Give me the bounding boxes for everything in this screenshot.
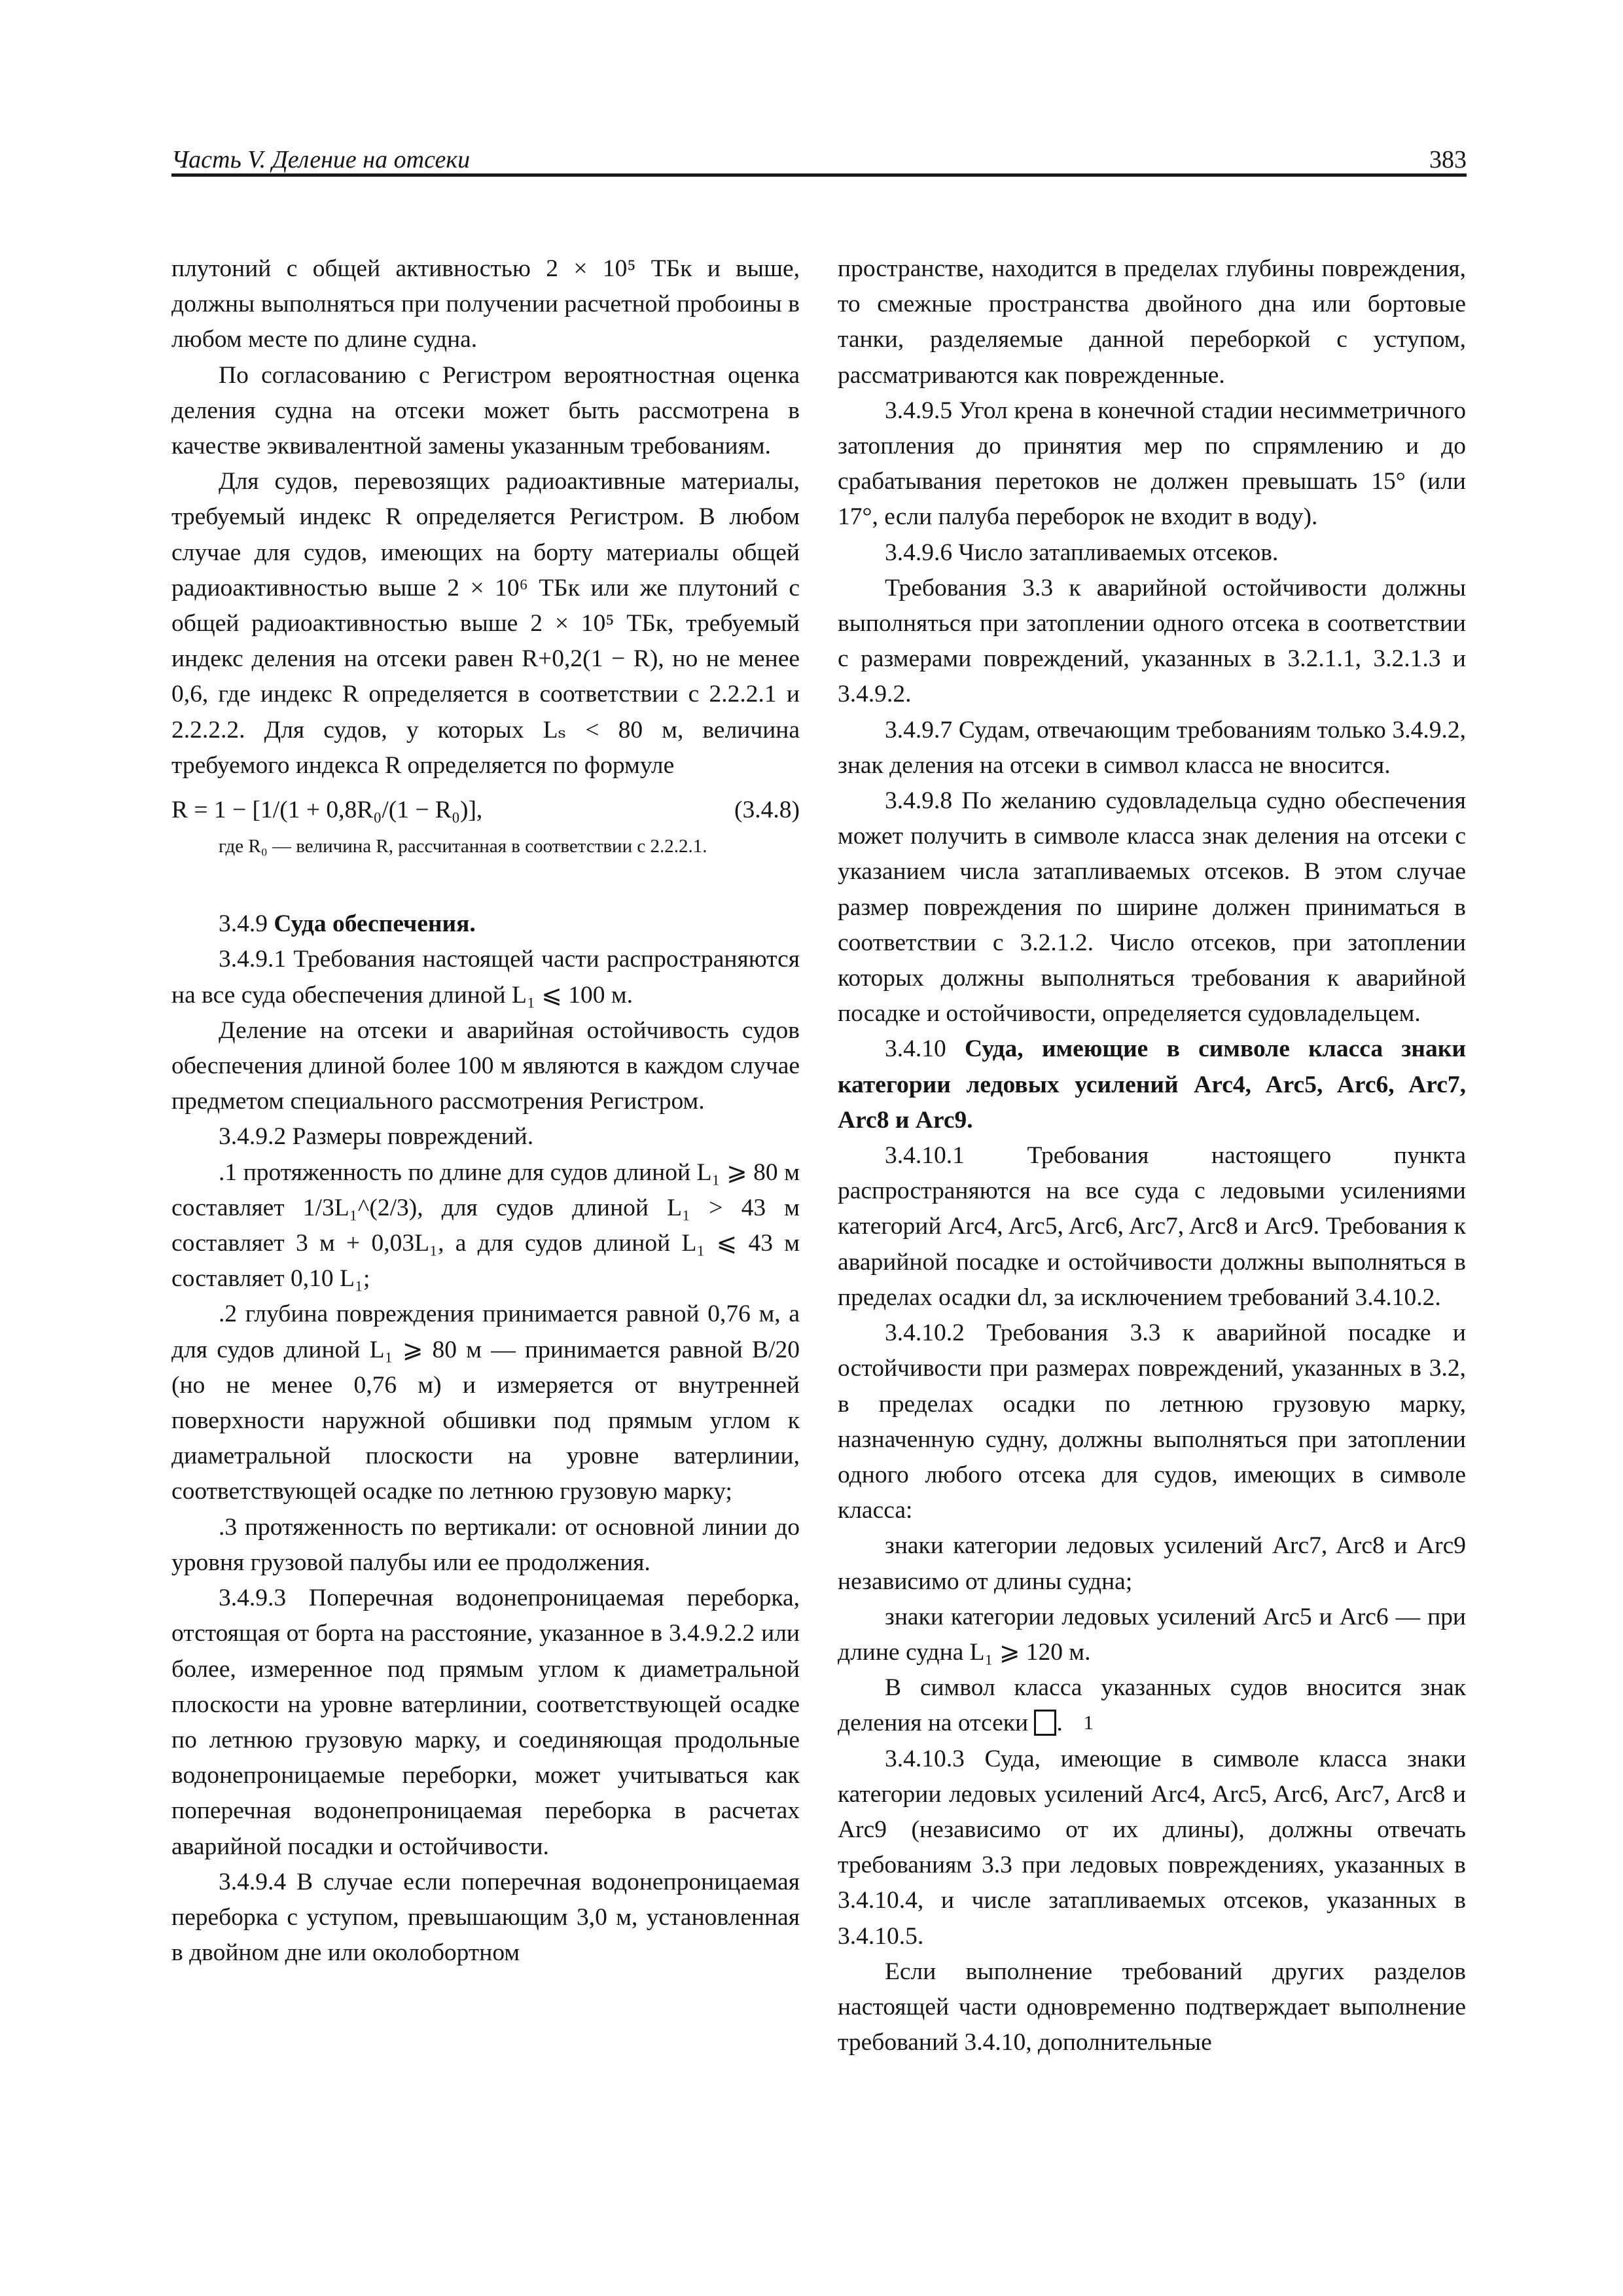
paragraph: Деление на отсеки и аварийная остойчивость судов обеспечения длиной более 100 м являются в каждом случае предметом специального рассмотрения Регистром.	[171, 1016, 800, 1115]
section-heading-3-4-10	[838, 1031, 1466, 1138]
paragraph: 3.4.9.6 Число затапливаемых отсеков.	[885, 539, 1279, 566]
paragraph: 3.4.9.7 Судам, отвечающим требованиям только 3.4.9.2, знак деления на отсеки в символ класса не вносится.	[838, 716, 1466, 779]
paragraph: Если выполнение требований других разделов настоящей части одновременно подтверждает выполнение требований 3.4.10, дополнительные	[838, 1958, 1466, 2056]
page-header	[171, 145, 1467, 177]
list-item: .2 глубина повреждения принимается равной 0,76 м, а для судов длиной L₁ ⩾ 80 м — принимается равной B/20 (но не менее 0,76 м) и измеряется от внутренней поверхности наружной обшивки под прямым углом к диаметральной плоскости на уровне ватерлинии, соответствующей осадке по летнюю грузовую марку;	[171, 1300, 800, 1505]
paragraph: пространстве, находится в пределах глубины повреждения, то смежные пространства двойного дна или бортовые танки, разделяемые данной переборкой с уступом, рассматриваются как поврежденные.	[838, 255, 1466, 389]
list-item: .3 протяженность по вертикали: от основной линии до уровня грузовой палубы или ее продолжения.	[171, 1513, 800, 1576]
paragraph: знаки категории ледовых усилений Arc5 и Arc6 — при длине судна L₁ ⩾ 120 м.	[838, 1603, 1466, 1666]
running-title: Часть V. Деление на отсеки	[171, 146, 471, 173]
formula-number: (3.4.8)	[734, 797, 800, 824]
paragraph: В символ класса указанных судов вносится знак деления на отсеки 1.	[838, 1674, 1466, 1737]
paragraph: Требования 3.3 к аварийной остойчивости должны выполняться при затоплении одного отсека в соответствии с размерами повреждений, указанных в 3.2.1.1, 3.2.1.3 и 3.4.9.2.	[838, 574, 1466, 708]
paragraph: Для судов, перевозящих радиоактивные материалы, требуемый индекс R определяется Регистром. В любом случае для судов, имеющих на борту материалы общей радиоактивностью выше 2 × 10⁶ ТБк или же плутоний с общей радиоактивностью выше 2 × 10⁵ ТБк, требуемый индекс деления на отсеки равен R+0,2(1 − R), но не менее 0,6, где индекс R определяется в соответствии с 2.2.2.1 и 2.2.2.2. Для судов, у которых Lₛ < 80 м, величина требуемого индекса R определяется по формуле	[171, 468, 800, 779]
right-column	[838, 251, 1466, 2060]
formula-note: где R₀ — величина R, рассчитанная в соответствии с 2.2.2.1.	[219, 836, 707, 857]
paragraph: 3.4.9.4 В случае если поперечная водонепроницаемая переборка с уступом, превышающим 3,0 м, установленная в двойном дне или околобортном	[171, 1868, 800, 1967]
paragraph: 3.4.9.8 По желанию судовладельца судно обеспечения может получить в символе класса знак деления на отсеки с указанием числа затапливаемых отсеков. В этом случае размер повреждения по ширине должен приниматься в соответствии с 3.2.1.2. Число отсеков, при затоплении которых должны выполняться требования к аварийной посадке и остойчивости, определяется судовладельцем.	[838, 787, 1466, 1028]
paragraph: 3.4.9.2 Размеры повреждений.	[219, 1123, 534, 1151]
section-title: Суда обеспечения.	[274, 910, 476, 938]
section-number: 3.4.9	[219, 910, 268, 938]
paragraph: По согласованию с Регистром вероятностная оценка деления судна на отсеки может быть рассмотрена в качестве эквивалентной замены указанным требованиям.	[171, 361, 800, 460]
paragraph: плутоний с общей активностью 2 × 10⁵ ТБк и выше, должны выполняться при получении расчетной пробоины в любом месте по длине судна.	[171, 255, 800, 353]
paragraph: 3.4.9.3 Поперечная водонепроницаемая переборка, отстоящая от борта на расстояние, указанное в 3.4.9.2.2 или более, измеренное под прямым углом к диаметральной плоскости на уровне ватерлинии, соответствующей осадке по летнюю грузовую марку, и соединяющая продольные водонепроницаемые переборки, может учитываться как поперечная водонепроницаемая переборка в расчетах аварийной посадки и остойчивости.	[171, 1585, 800, 1860]
list-item: .1 протяженность по длине для судов длиной L₁ ⩾ 80 м составляет 1/3L₁^(2/3), для судов длиной L₁ > 43 м составляет 3 м + 0,03L₁, а для судов длиной L₁ ⩽ 43 м составляет 0,10 L₁;	[171, 1158, 800, 1293]
paragraph: 3.4.10.3 Суда, имеющие в символе класса знаки категории ледовых усилений Arc4, Arc5, Arc6, Arc7, Arc8 и Arc9 (независимо от их длины), должны отвечать требованиям 3.3 при ледовых повреждениях, указанных в 3.4.10.4, и числе затапливаемых отсеков, указанных в 3.4.10.5.	[838, 1745, 1466, 1950]
formula-3-4-8	[171, 793, 800, 828]
paragraph: 3.4.10.1 Требования настоящего пункта распространяются на все суда с ледовыми усилениями категорий Arc4, Arc5, Arc6, Arc7, Arc8 и Arc9. Требования к аварийной посадке и остойчивости должны выполняться в пределах осадки dл, за исключением требований 3.4.10.2.	[838, 1142, 1466, 1311]
boxed-digit: 1	[1034, 1710, 1056, 1736]
paragraph: знаки категории ледовых усилений Arc7, Arc8 и Arc9 независимо от длины судна;	[838, 1532, 1466, 1595]
paragraph: 3.4.10.2 Требования 3.3 к аварийной посадке и остойчивости при размерах повреждений, указанных в 3.2, в пределах осадки по летнюю грузовую марку, назначенную судну, должны выполняться при затоплении одного любого отсека для судов, имеющих в символе класса:	[838, 1319, 1466, 1524]
formula-expression: R = 1 − [1/(1 + 0,8R₀/(1 − R₀)],	[171, 797, 483, 824]
paragraph: 3.4.9.5 Угол крена в конечной стадии несимметричного затопления до принятия мер по спрямлению и до срабатывания перетоков не должен превышать 15° (или 17°, если палуба переборок не входит в воду).	[838, 397, 1466, 531]
symbol-text: В символ класса указанных судов вносится знак деления на отсеки	[838, 1674, 1466, 1737]
section-number: 3.4.10	[885, 1035, 946, 1063]
left-column	[171, 251, 800, 1971]
section-title: Суда, имеющие в символе класса знаки категории ледовых усилений Arc4, Arc5, Arc6, Arc7, Arc8 и Arc9.	[838, 1035, 1467, 1134]
page-number: 383	[1429, 146, 1467, 173]
section-heading-3-4-9	[171, 906, 800, 942]
paragraph: 3.4.9.1 Требования настоящей части распространяются на все суда обеспечения длиной L₁ ⩽ 100 м.	[171, 946, 800, 1009]
